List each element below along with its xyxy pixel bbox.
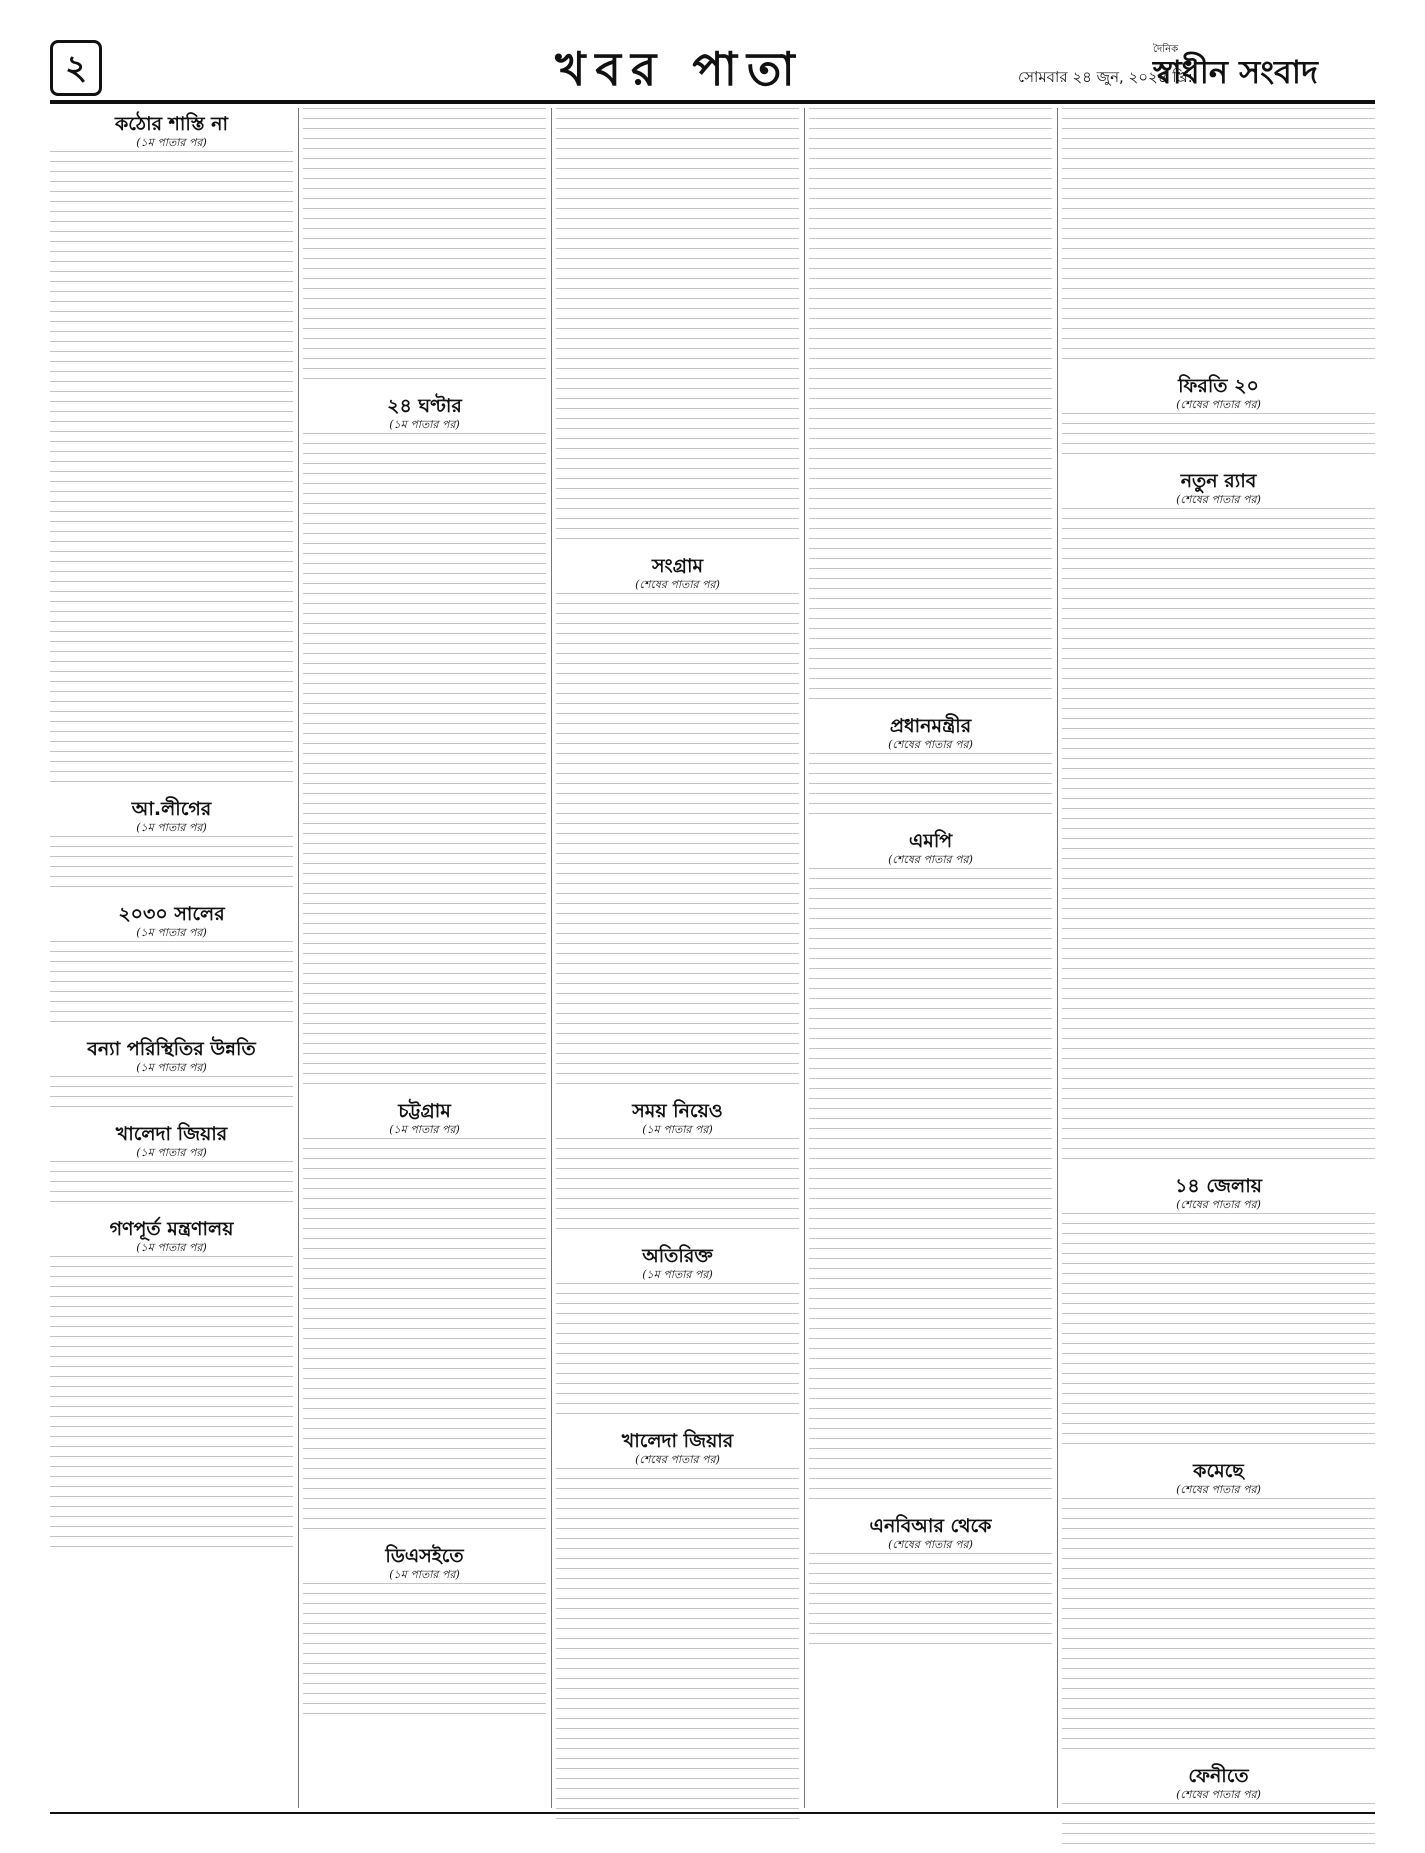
story-heading <box>303 1099 546 1137</box>
continuation-note: (১ম পাতার পর) <box>642 1123 713 1136</box>
story-body <box>556 593 799 1093</box>
story-heading <box>1062 1764 1375 1802</box>
continuation-note: (শেষের পাতার পর) <box>1176 1483 1261 1496</box>
story-heading <box>50 797 293 835</box>
continuation-note: (শেষের পাতার পর) <box>635 578 720 591</box>
story-title: সংগ্রাম <box>651 555 704 577</box>
story-heading <box>1062 469 1375 507</box>
story-body <box>1062 508 1375 1168</box>
story-heading <box>50 1217 293 1255</box>
story-body <box>809 868 1052 1508</box>
story-heading <box>50 1122 293 1160</box>
story-title: ডিএসইতে <box>385 1545 464 1567</box>
story-body <box>809 108 1052 708</box>
story-body <box>50 1256 293 1556</box>
continuation-note: (১ম পাতার পর) <box>136 1061 207 1074</box>
continuation-note: (১ম পাতার পর) <box>642 1268 713 1281</box>
continuation-note: (শেষের পাতার পর) <box>1176 1788 1261 1801</box>
story-heading <box>303 1544 546 1582</box>
column-divider <box>551 108 552 1808</box>
story-title: এনবিআর থেকে <box>869 1515 992 1537</box>
story-body <box>50 941 293 1031</box>
story-body <box>556 1468 799 1828</box>
newspaper-logo <box>1153 38 1375 96</box>
story-title: চট্টগ্রাম <box>398 1100 451 1122</box>
story-body <box>303 1138 546 1538</box>
story-body <box>1062 1498 1375 1758</box>
story-heading <box>556 554 799 592</box>
story-body <box>50 1161 293 1211</box>
story-title: আ.লীগের <box>131 798 212 820</box>
story-heading <box>809 1514 1052 1552</box>
story-body <box>556 1283 799 1423</box>
continuation-note: (শেষের পাতার পর) <box>1176 1198 1261 1211</box>
story-title: ২০৩০ সালের <box>118 903 225 925</box>
column-1 <box>50 108 293 1808</box>
story-body <box>1062 413 1375 463</box>
story-title: ফেনীতে <box>1188 1765 1249 1787</box>
continuation-note: (শেষের পাতার পর) <box>888 1538 973 1551</box>
story-body <box>50 151 293 791</box>
continuation-note: (১ম পাতার পর) <box>136 1146 207 1159</box>
continuation-note: (১ম পাতার পর) <box>389 1123 460 1136</box>
story-title: প্রধানমন্ত্রীর <box>889 715 972 737</box>
story-title: অতিরিক্ত <box>642 1245 713 1267</box>
continuation-note: (১ম পাতার পর) <box>389 1568 460 1581</box>
continuation-note: (শেষের পাতার পর) <box>888 738 973 751</box>
column-divider <box>804 108 805 1808</box>
continuation-note: (১ম পাতার পর) <box>389 418 460 431</box>
brand-name: স্বাধীন সংবাদ <box>1153 53 1318 91</box>
masthead <box>50 38 1375 104</box>
story-body <box>303 433 546 1093</box>
story-heading <box>50 1037 293 1075</box>
column-2 <box>303 108 546 1808</box>
story-body <box>809 1553 1052 1653</box>
story-body <box>303 108 546 388</box>
section-title: খবর পাতা <box>555 42 805 96</box>
continuation-note: (১ম পাতার পর) <box>136 1241 207 1254</box>
continuation-note: (শেষের পাতার পর) <box>888 853 973 866</box>
story-title: খালেদা জিয়ার <box>115 1123 228 1145</box>
page-number: ২ <box>50 40 102 96</box>
brand-tag: দৈনিক <box>1153 44 1179 55</box>
column-4 <box>809 108 1052 1808</box>
story-heading <box>50 112 293 150</box>
story-body <box>1062 1213 1375 1453</box>
story-title: নতুন র‌্যাব <box>1180 470 1257 492</box>
story-heading <box>809 714 1052 752</box>
story-body <box>556 108 799 548</box>
story-heading <box>1062 1174 1375 1212</box>
story-body <box>1062 108 1375 368</box>
dateline: সোমবার ২৪ জুন, ২০২৪ খ্রি: <box>1018 68 1193 86</box>
column-5 <box>1062 108 1375 1808</box>
story-heading <box>556 1099 799 1137</box>
story-title: গণপূর্ত মন্ত্রণালয় <box>109 1218 234 1240</box>
story-title: ১৪ জেলায় <box>1175 1175 1262 1197</box>
story-body <box>50 836 293 896</box>
story-heading <box>1062 374 1375 412</box>
story-title: কঠোর শাস্তি না <box>115 113 228 135</box>
story-title: এমপি <box>908 830 953 852</box>
column-divider <box>298 108 299 1808</box>
story-title: বন্যা পরিস্থিতির উন্নতি <box>87 1038 256 1060</box>
story-heading <box>50 902 293 940</box>
story-title: ২৪ ঘণ্টার <box>387 395 462 417</box>
story-title: সময় নিয়েও <box>632 1100 723 1122</box>
story-title: ফিরতি ২০ <box>1178 375 1259 397</box>
story-heading <box>1062 1459 1375 1497</box>
column-3 <box>556 108 799 1808</box>
continuation-note: (১ম পাতার পর) <box>136 136 207 149</box>
bottom-rule <box>50 1812 1375 1814</box>
story-body <box>556 1138 799 1238</box>
story-heading <box>556 1429 799 1467</box>
story-heading <box>303 394 546 432</box>
story-body <box>303 1583 546 1723</box>
continuation-note: (শেষের পাতার পর) <box>1176 398 1261 411</box>
story-body <box>50 1076 293 1116</box>
story-heading <box>556 1244 799 1282</box>
story-title: কমেছে <box>1193 1460 1244 1482</box>
continuation-note: (১ম পাতার পর) <box>136 926 207 939</box>
story-body <box>809 753 1052 823</box>
continuation-note: (শেষের পাতার পর) <box>1176 493 1261 506</box>
story-title: খালেদা জিয়ার <box>621 1430 734 1452</box>
column-divider <box>1057 108 1058 1808</box>
story-body <box>1062 1803 1375 1853</box>
story-heading <box>809 829 1052 867</box>
continuation-note: (শেষের পাতার পর) <box>635 1453 720 1466</box>
continuation-note: (১ম পাতার পর) <box>136 821 207 834</box>
